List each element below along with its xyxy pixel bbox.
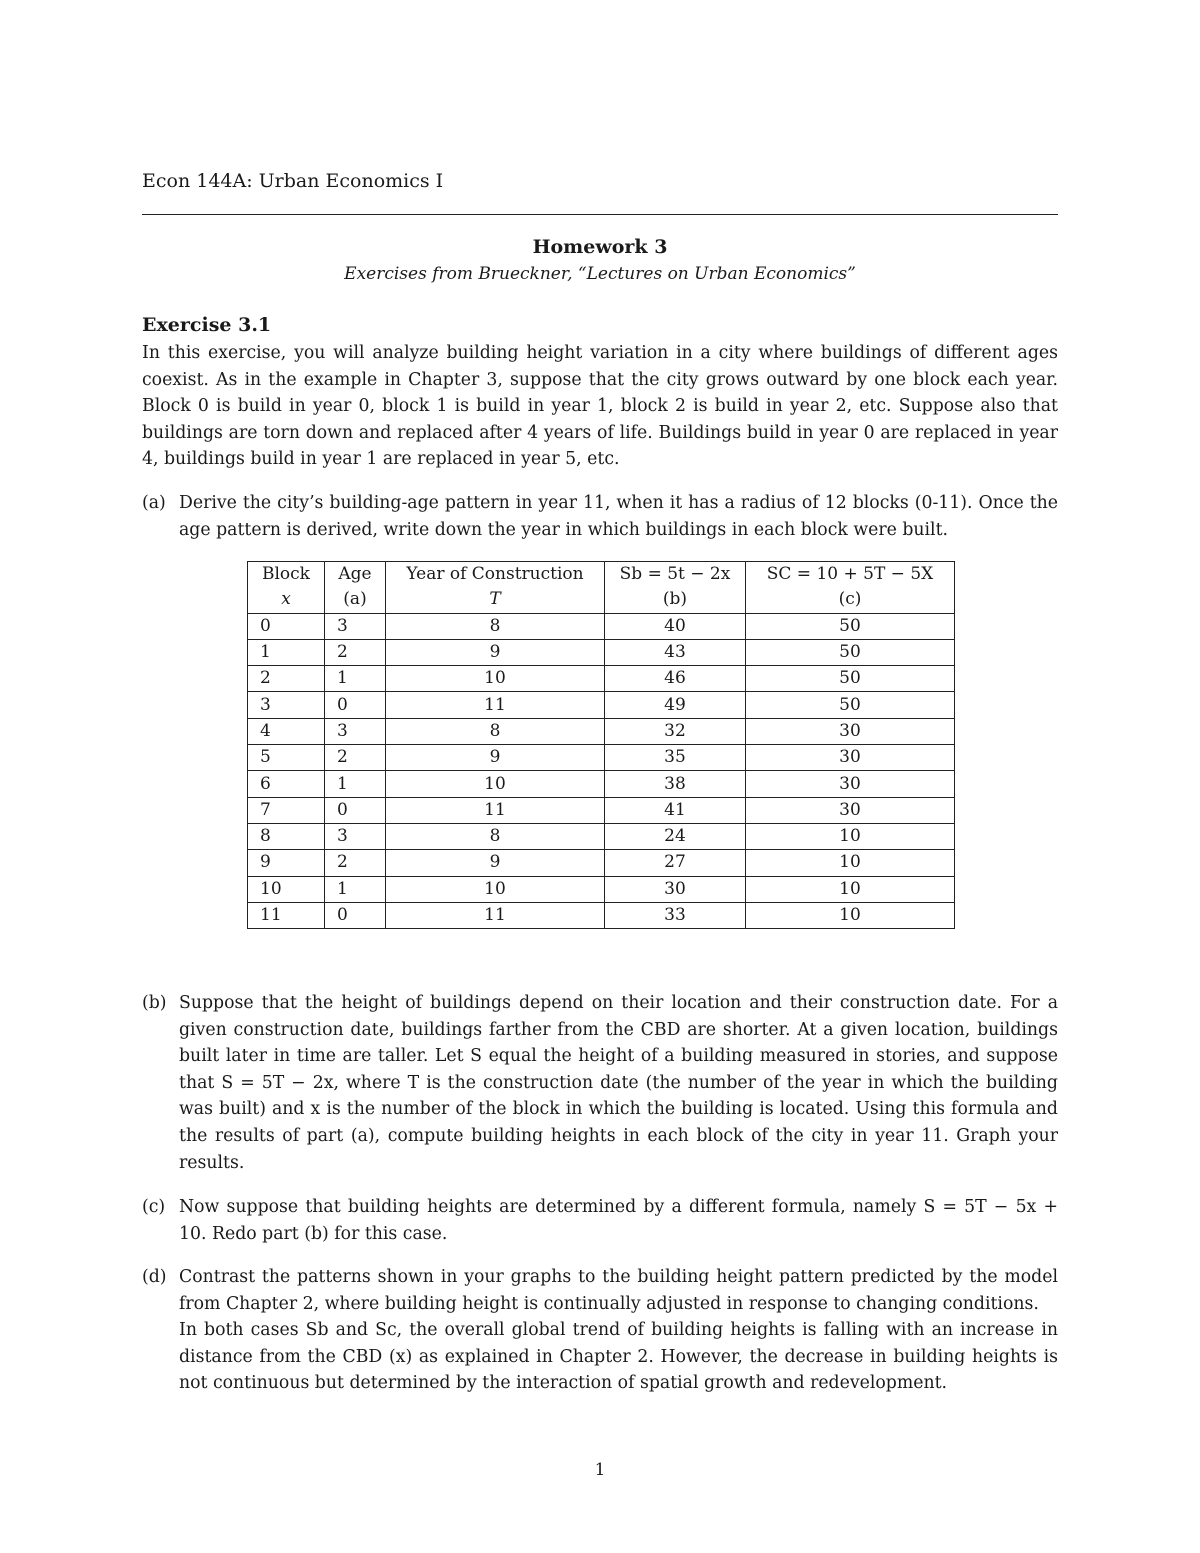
- table-cell: 10: [746, 850, 955, 876]
- homework-title: Homework 3: [532, 236, 668, 258]
- table-cell: 10: [746, 902, 955, 928]
- table-cell: 30: [746, 797, 955, 823]
- subheader-c: (c): [746, 587, 955, 613]
- header-block: Block: [248, 562, 325, 588]
- subheader-x: x: [248, 587, 325, 613]
- table-cell: 32: [605, 718, 746, 744]
- table-cell: 0: [325, 692, 386, 718]
- table-cell: 24: [605, 823, 746, 849]
- table-subheader-row: [248, 587, 955, 613]
- table-cell: 49: [605, 692, 746, 718]
- part-d-text: Contrast the patterns shown in your graphs to the building height pattern predicted by the model from Chapter 2, where building height is continually adjusted in response to changing conditions.: [179, 1267, 1058, 1314]
- table-cell: 1: [325, 771, 386, 797]
- part-a-text: Derive the city’s building-age pattern in year 11, when it has a radius of 12 blocks (0-11). Once the age pattern is derived, write down the year in which buildings in each block were built.: [179, 493, 1058, 540]
- table-cell: 27: [605, 850, 746, 876]
- table-cell: 50: [746, 613, 955, 639]
- table-cell: 1: [325, 666, 386, 692]
- course-header: Econ 144A: Urban Economics I: [142, 170, 444, 192]
- part-d: [142, 1264, 1058, 1397]
- header-age: Age: [325, 562, 386, 588]
- table-row: [248, 771, 955, 797]
- table-cell: 30: [746, 771, 955, 797]
- table-cell: 10: [386, 771, 605, 797]
- part-c: [142, 1194, 1058, 1247]
- table-cell: 11: [386, 797, 605, 823]
- header-rule: [142, 214, 1058, 215]
- part-a-label: (a): [142, 493, 166, 513]
- part-c-label: (c): [142, 1197, 166, 1217]
- table-cell: 1: [325, 876, 386, 902]
- table-row: [248, 613, 955, 639]
- table-row: [248, 797, 955, 823]
- table-cell: 2: [325, 850, 386, 876]
- table-cell: 11: [386, 902, 605, 928]
- table-cell: 9: [386, 850, 605, 876]
- table-cell: 11: [386, 692, 605, 718]
- table-cell: 33: [605, 902, 746, 928]
- table-row: [248, 692, 955, 718]
- table-cell: 1: [248, 639, 325, 665]
- subheader-a: (a): [325, 587, 386, 613]
- table-cell: 50: [746, 639, 955, 665]
- table-row: [248, 745, 955, 771]
- table-cell: 41: [605, 797, 746, 823]
- table-cell: 3: [325, 613, 386, 639]
- table-cell: 10: [386, 666, 605, 692]
- table-cell: 0: [325, 797, 386, 823]
- table-cell: 11: [248, 902, 325, 928]
- table-cell: 0: [248, 613, 325, 639]
- header-year: Year of Construction: [386, 562, 605, 588]
- table-cell: 4: [248, 718, 325, 744]
- homework-subtitle: Exercises from Brueckner, “Lectures on Urban Economics”: [344, 264, 856, 284]
- table-cell: 43: [605, 639, 746, 665]
- part-a: [142, 490, 1058, 543]
- table-cell: 35: [605, 745, 746, 771]
- exercise-intro: In this exercise, you will analyze building height variation in a city where buildings of different ages coexist. As in the example in Chapter 3, suppose that the city grows outward by one block each year. Block 0 is build in year 0, block 1 is build in year 1, block 2 is build in year 2, etc. Suppose also that buildings are torn down and replaced after 4 years of life. Buildings build in year 0 are replaced in year 4, buildings build in year 1 are replaced in year 5, etc.: [142, 343, 1058, 470]
- table-cell: 3: [325, 718, 386, 744]
- table-row: [248, 850, 955, 876]
- table-cell: 10: [386, 876, 605, 902]
- table-row: [248, 718, 955, 744]
- table-cell: 8: [386, 718, 605, 744]
- part-d-answer: In both cases Sb and Sc, the overall global trend of building heights is falling with an increase in distance from the CBD (x) as explained in Chapter 2. However, the decrease in building heights is not continuous but determined by the interaction of spatial growth and redevelopment.: [179, 1320, 1058, 1394]
- table-cell: 38: [605, 771, 746, 797]
- table-cell: 8: [386, 823, 605, 849]
- table-cell: 8: [248, 823, 325, 849]
- exercise-heading: Exercise 3.1: [142, 314, 272, 336]
- subheader-t: T: [386, 587, 605, 613]
- table-cell: 9: [248, 850, 325, 876]
- table-cell: 0: [325, 902, 386, 928]
- table-header-row: [248, 562, 955, 588]
- header-sb: Sb = 5t − 2x: [605, 562, 746, 588]
- part-b-label: (b): [142, 993, 167, 1013]
- table-row: [248, 902, 955, 928]
- table-cell: 30: [605, 876, 746, 902]
- table-cell: 2: [325, 639, 386, 665]
- part-b-text: Suppose that the height of buildings depend on their location and their construction date. For a given construction date, buildings farther from the CBD are shorter. At a given location, buildings built later in time are taller. Let S equal the height of a building measured in stories, and suppose that S = 5T − 2x, where T is the construction date (the number of the year in which the building was built) and x is the number of the block in which the building is located. Using this formula and the results of part (a), compute building heights in each block of the city in year 11. Graph your results.: [179, 993, 1058, 1173]
- part-d-label: (d): [142, 1267, 167, 1287]
- table-body: [248, 613, 955, 929]
- table-cell: 2: [325, 745, 386, 771]
- page-number: 1: [594, 1460, 606, 1480]
- table-row: [248, 639, 955, 665]
- subheader-b: (b): [605, 587, 746, 613]
- part-c-text: Now suppose that building heights are determined by a different formula, namely S = 5T − 5x + 10. Redo part (b) for this case.: [179, 1197, 1058, 1244]
- table-cell: 50: [746, 666, 955, 692]
- table-cell: 50: [746, 692, 955, 718]
- table-row: [248, 823, 955, 849]
- building-height-table: [247, 561, 955, 929]
- table-cell: 10: [746, 876, 955, 902]
- table-cell: 10: [746, 823, 955, 849]
- table-cell: 7: [248, 797, 325, 823]
- table-cell: 30: [746, 745, 955, 771]
- table-cell: 5: [248, 745, 325, 771]
- header-sc: SC = 10 + 5T − 5X: [746, 562, 955, 588]
- table-cell: 40: [605, 613, 746, 639]
- table-cell: 8: [386, 613, 605, 639]
- table-cell: 3: [325, 823, 386, 849]
- table-cell: 46: [605, 666, 746, 692]
- table-cell: 3: [248, 692, 325, 718]
- table-cell: 9: [386, 745, 605, 771]
- table-cell: 9: [386, 639, 605, 665]
- table-row: [248, 876, 955, 902]
- table-cell: 10: [248, 876, 325, 902]
- part-b: [142, 990, 1058, 1176]
- table-cell: 6: [248, 771, 325, 797]
- table-row: [248, 666, 955, 692]
- table-cell: 2: [248, 666, 325, 692]
- table-cell: 30: [746, 718, 955, 744]
